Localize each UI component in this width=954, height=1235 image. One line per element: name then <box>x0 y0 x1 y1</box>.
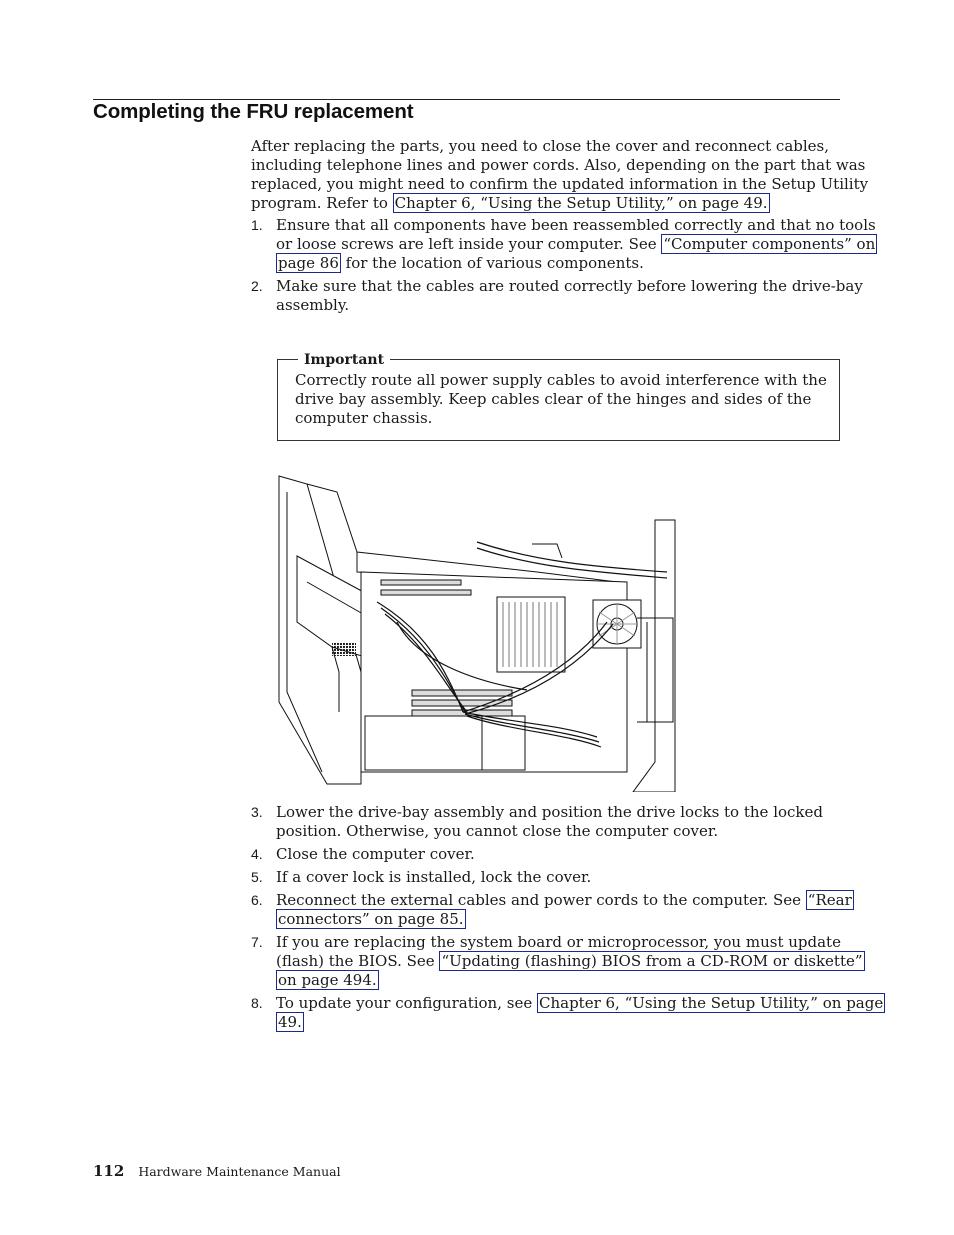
step-text: Lower the drive-bay assembly and position the drive locks to the locked <box>276 803 823 821</box>
step-text-part: (flash) the BIOS. See <box>276 952 440 970</box>
step-number: 8. <box>251 995 263 1011</box>
step-number: 1. <box>251 217 263 233</box>
step-text: If a cover lock is installed, lock the cover. <box>276 868 592 886</box>
step-text: position. Otherwise, you cannot close the computer cover. <box>276 822 719 840</box>
manual-title: Hardware Maintenance Manual <box>138 1164 341 1179</box>
step-number: 6. <box>251 892 263 908</box>
step-text: If you are replacing the system board or microprocessor, you must update <box>276 933 841 951</box>
chapter-6-link-2-cont[interactable]: 49. <box>278 1013 302 1031</box>
step-text-part: for the location of various components. <box>340 254 644 272</box>
step-text <box>276 254 851 273</box>
step-number: 3. <box>251 804 263 820</box>
important-line: drive bay assembly. Keep cables clear of the hinges and sides of the <box>295 390 812 408</box>
updating-bios-link[interactable]: “Updating (flashing) BIOS from a CD-ROM or diskette” <box>441 952 863 970</box>
step-text-part: To update your configuration, see <box>276 994 537 1012</box>
list-item <box>251 803 851 841</box>
steps-list-a <box>251 216 876 315</box>
step-text-part: Reconnect the external cables and power cords to the computer. See <box>276 891 806 909</box>
intro-line: replaced, you might need to confirm the updated information in the Setup Utility <box>251 175 869 193</box>
page-number: 112 <box>93 1162 125 1180</box>
important-text <box>295 371 827 428</box>
chapter-6-link-2[interactable]: Chapter 6, “Using the Setup Utility,” on page <box>538 994 884 1012</box>
computer-components-link[interactable]: “Computer components” on <box>663 235 876 253</box>
step-text <box>276 952 863 971</box>
step-text <box>276 891 851 910</box>
step-text: Close the computer cover. <box>276 845 475 863</box>
computer-components-link-cont[interactable]: page 86 <box>278 254 339 272</box>
step-number: 4. <box>251 846 263 862</box>
step-text <box>276 994 884 1013</box>
list-item <box>251 933 863 990</box>
step-text-part: or loose screws are left inside your computer. See <box>276 235 662 253</box>
step-text <box>276 1013 851 1032</box>
intro-line: including telephone lines and power cords. Also, depending on the part that was <box>251 156 866 174</box>
list-item <box>251 216 876 273</box>
list-item <box>251 994 884 1032</box>
page-footer <box>93 1162 341 1180</box>
rear-connectors-link[interactable]: “Rear <box>807 891 852 909</box>
section-title: Completing the FRU replacement <box>93 100 414 123</box>
list-item <box>251 845 851 864</box>
step-number: 5. <box>251 869 263 885</box>
list-item <box>251 868 851 887</box>
important-label: Important <box>298 352 390 368</box>
step-text <box>276 971 851 990</box>
intro-line: After replacing the parts, you need to close the cover and reconnect cables, <box>251 137 829 155</box>
rear-connectors-link-cont[interactable]: connectors” on page 85. <box>278 910 464 928</box>
intro-paragraph <box>251 137 869 213</box>
intro-text: program. Refer to <box>251 194 393 212</box>
list-item <box>251 891 851 929</box>
step-text: Ensure that all components have been reassembled correctly and that no tools <box>276 216 876 234</box>
important-box <box>277 352 840 441</box>
updating-bios-link-cont[interactable]: on page 494. <box>278 971 377 989</box>
step-number: 2. <box>251 278 263 294</box>
important-line: computer chassis. <box>295 409 433 427</box>
step-text: assembly. <box>276 296 350 314</box>
step-text <box>276 910 851 929</box>
important-line: Correctly route all power supply cables to avoid interference with the <box>295 371 827 389</box>
chapter-6-link[interactable]: Chapter 6, “Using the Setup Utility,” on page 49. <box>394 194 768 212</box>
step-text <box>276 235 876 254</box>
steps-list-b <box>251 803 884 1032</box>
intro-line <box>251 194 841 213</box>
list-item <box>251 277 863 315</box>
step-text: Make sure that the cables are routed correctly before lowering the drive-bay <box>276 277 863 295</box>
step-number: 7. <box>251 934 263 950</box>
computer-interior-illustration <box>277 472 677 792</box>
